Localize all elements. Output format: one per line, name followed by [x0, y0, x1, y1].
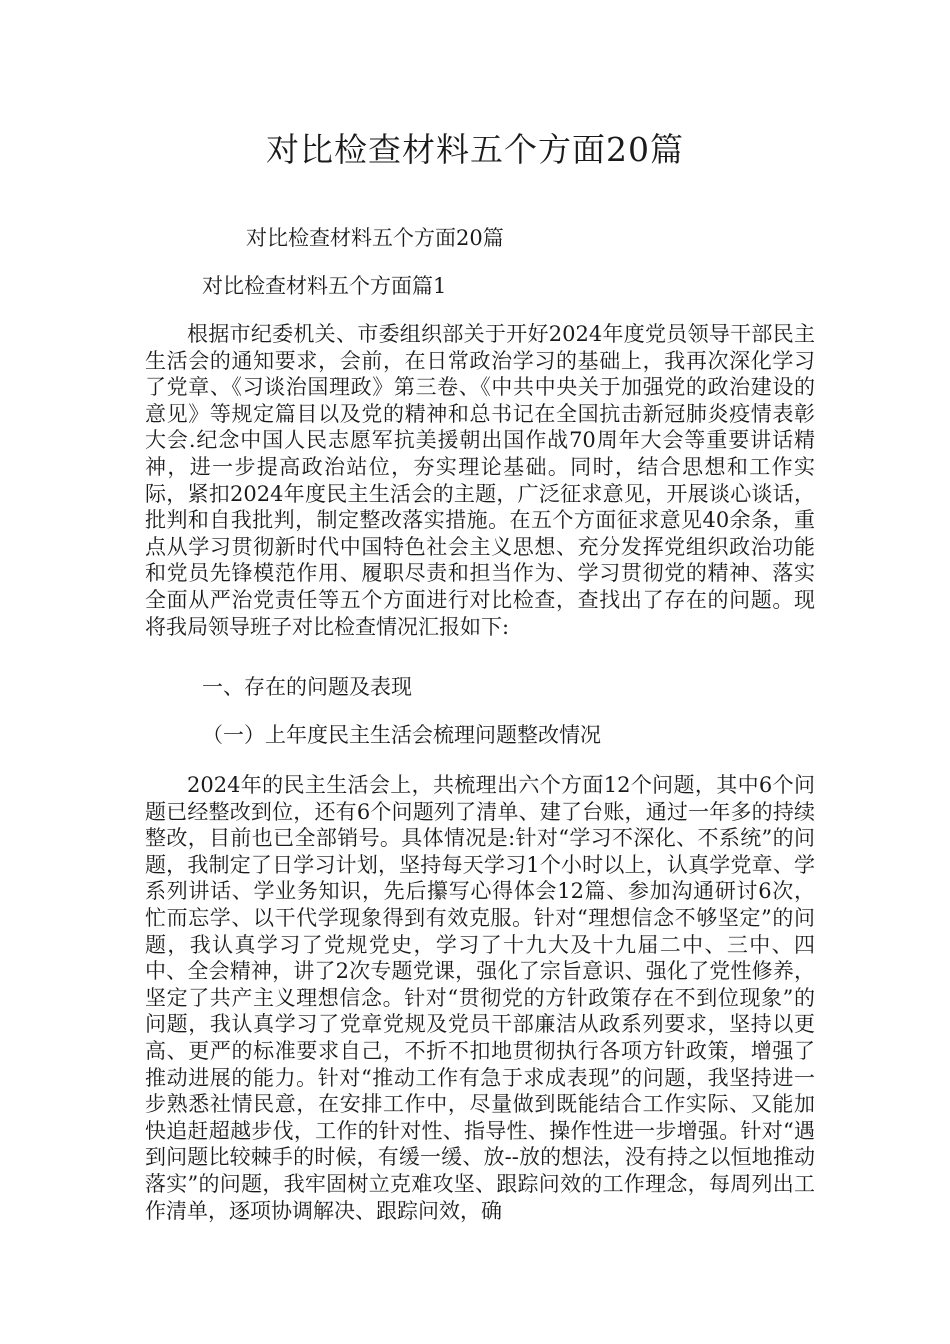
section-heading: 对比检查材料五个方面篇1 — [202, 274, 447, 298]
body-paragraph-1: 根据市纪委机关、市委组织部关于开好2024年度党员领导干部民主生活会的通知要求，会前，在日常政治学习的基础上，我再次深化学习了党章、《习谈治国理政》第三卷、《中共中央关于加强党的政治建设的意见》等规定篇目以及党的精神和总书记在全国抗击新冠肺炎疫情表彰大会.纪念中国人民志愿军抗美援朝出国作战70周年大会等重要讲话精神，进一步提高政治站位，夯实理论基础。同时，结合思想和工作实际，紧扣2024年度民主生活会的主题，广泛征求意见，开展谈心谈话，批判和自我批判，制定整改落实措施。在五个方面征求意见40余条，重点从学习贯彻新时代中国特色社会主义思想、充分发挥党组织政治功能和党员先锋模范作用、履职尽责和担当作为、学习贯彻党的精神、落实全面从严治党责任等五个方面进行对比检查，查找出了存在的问题。现将我局领导班子对比检查情况汇报如下: — [145, 322, 815, 639]
subheading-rectification: （一）上年度民主生活会梳理问题整改情况 — [202, 723, 601, 747]
document-subtitle: 对比检查材料五个方面20篇 — [246, 226, 504, 250]
heading-problems: 一、存在的问题及表现 — [202, 675, 412, 699]
body-paragraph-2: 2024年的民主生活会上，共梳理出六个方面12个问题，其中6个问题已经整改到位，还有6个问题列了清单、建了台账，通过一年多的持续整改，目前也已全部销号。具体情况是:针对“学习不深化、不系统”的问题，我制定了日学习计划，坚持每天学习1个小时以上，认真学党章、学系列讲话、学业务知识，先后攥写心得体会12篇、参加沟通研讨6次，忙而忘学、以干代学现象得到有效克服。针对“理想信念不够坚定”的问题，我认真学习了党规党史，学习了十九大及十九届二中、三中、四中、全会精神，讲了2次专题党课，强化了宗旨意识、强化了党性修养，坚定了共产主义理想信念。针对“贯彻党的方针政策存在不到位现象”的问题，我认真学习了党章党规及党员干部廉洁从政系列要求，坚持以更高、更严的标准要求自己，不折不扣地贯彻执行各项方针政策，增强了推动进展的能力。针对“推动工作有急于求成表现”的问题，我坚持进一步熟悉社情民意，在安排工作中，尽量做到既能结合工作实际、又能加快追赶超越步伐，工作的针对性、指导性、操作性进一步增强。针对“遇到问题比较棘手的时候，有缓一缓、放--放的想法，没有持之以恒地推动落实”的问题，我牢固树立克难攻坚、跟踪问效的工作理念，每周列出工作清单，逐项协调解决、跟踪问效，确 — [145, 773, 815, 1223]
document-title: 对比检查材料五个方面20篇 — [266, 130, 684, 169]
